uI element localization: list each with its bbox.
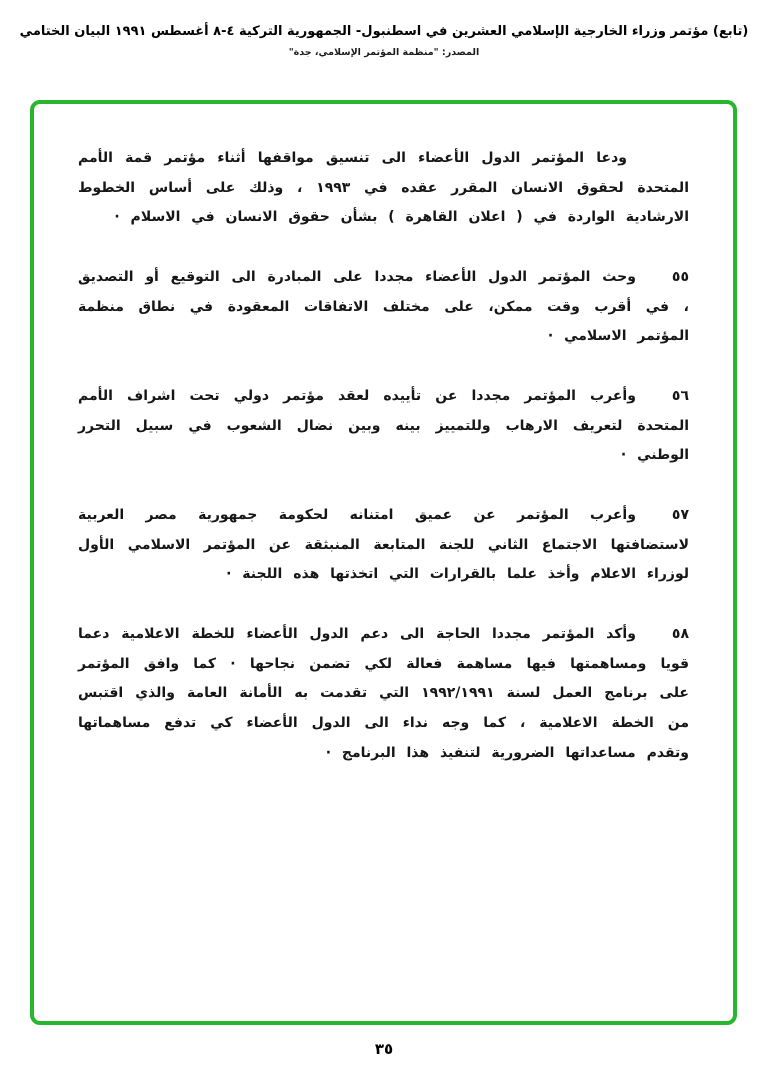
document-title: (تابع) مؤتمر وزراء الخارجية الإسلامي العشرين في اسطنبول- الجمهورية التركية ٤-٨ أغسطس ١٩٩١ البيان الختامي xyxy=(19,24,749,39)
paragraph-text: وأعرب المؤتمر عن عميق امتنانه لحكومة جمهورية مصر العربية لاستضافتها الاجتماع الثاني للجنة المتابعة المنبثقة عن المؤتمر الاسلامي الأول لوزراء الاعلام وأخذ علما بالقرارات التي اتخذتها هذه اللجنة · xyxy=(78,507,689,583)
paragraph-text: وأعرب المؤتمر مجددا عن تأييده لعقد مؤتمر دولي تحت اشراف الأمم المتحدة لتعريف الارهاب وللتمييز بينه وبين نضال الشعوب في سبيل التحرر الوطني · xyxy=(78,388,689,464)
paragraph-text: وحث المؤتمر الدول الأعضاء مجددا على المبادرة الى التوقيع أو التصديق ، في أقرب وقت ممكن، على مختلف الاتفاقات المعقودة في نطاق منظمة المؤتمر الاسلامي · xyxy=(78,269,689,345)
document-body xyxy=(34,104,733,768)
paragraph-number: ٥٦ xyxy=(671,388,689,405)
paragraph-continuation xyxy=(78,144,689,233)
paragraph-number: ٥٥ xyxy=(671,269,689,286)
paragraph-text: وأكد المؤتمر مجددا الحاجة الى دعم الدول الأعضاء للخطة الاعلامية دعما قويا ومساهمتها فيها مساهمة فعالة لكي تضمن نجاحها · كما وافق المؤتمر على برنامج العمل لسنة ١٩٩٢/١٩٩١ التي تقدمت به الأمانة العامة والذي اقتبس من الخطة الاعلامية ، كما وجه نداء الى الدول الأعضاء كي تدفع مساهماتها وتقدم مساعداتها الضرورية لتنفيذ هذا البرنامج · xyxy=(78,626,689,761)
document-header xyxy=(0,24,768,58)
paragraph-55 xyxy=(78,263,689,352)
paragraph-text: ودعا المؤتمر الدول الأعضاء الى تنسيق مواقفها أثناء مؤتمر قمة الأمم المتحدة لحقوق الانسان المقرر عقده في ١٩٩٣ ، وذلك على أساس الخطوط الارشادية الواردة في ( اعلان القاهرة ) بشأن حقوق الانسان في الاسلام · xyxy=(78,150,689,226)
document-source: المصدر: "منظمة المؤتمر الإسلامي، جدة" xyxy=(288,47,480,58)
paragraph-56 xyxy=(78,382,689,471)
paragraph-57 xyxy=(78,501,689,590)
page-number: ٣٥ xyxy=(374,1040,394,1058)
paragraph-58 xyxy=(78,620,689,768)
paragraph-number: ٥٨ xyxy=(671,626,689,643)
paragraph-number: ٥٧ xyxy=(671,507,689,524)
content-frame xyxy=(30,100,737,1025)
